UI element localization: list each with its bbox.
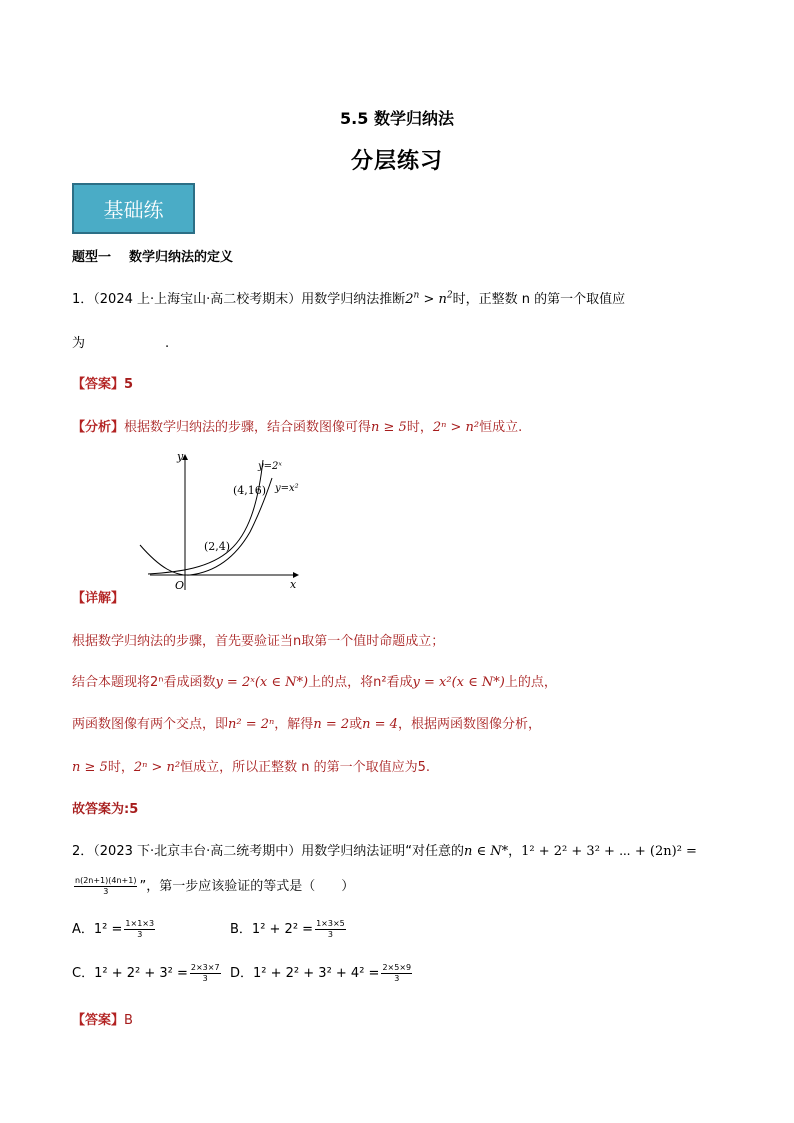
q2-option-B[interactable]: B．1² + 2² = $\frac{1\times 3\times 5}{3}$ (230, 919, 345, 939)
y-axis-label: y (177, 450, 184, 463)
doc-title: 5.5 数学归纳法 (340, 109, 454, 128)
q1-detail-line2: 结合本题现将2ⁿ看成函数y = 2ˣ(x ∈ N*)上的点，将n²看成y = x²(x ∈ N*)上的点， (72, 675, 557, 690)
x-axis-label: x (290, 578, 297, 591)
q1-stem-line2: 为 . (72, 336, 170, 351)
point-2-4-label: (2,4) (204, 540, 231, 553)
q2-fraction: $\frac{n(2n+1)(4n+1)}{3}$ (75, 876, 137, 896)
q2-option-C[interactable]: C．1² + 2² + 3² = $\frac{2\times 3\times 7}{3}$ (72, 963, 220, 983)
q1-stem: 1．（2024 上·上海宝山·高二校考期末）用数学归纳法推断$2^n > n^2$时，正整数 n 的第一个取值应 (72, 290, 626, 307)
q2-stem-line2: $\frac{n(2n+1)(4n+1)}{3}$ ”，第一步应该验证的等式是（ ） (75, 876, 355, 896)
q1-detail-label: 【详解】 (72, 591, 125, 606)
curve-exp-label: y=2ˣ (258, 461, 282, 472)
curve-parabola-label: y=x² (275, 483, 299, 494)
point-4-16-label: (4,16) (233, 484, 267, 497)
level-badge: 基础练 (72, 183, 195, 234)
doc-subtitle: 分层练习 (350, 149, 443, 174)
q2-answer: 【答案】B (72, 1013, 133, 1028)
q2-option-D[interactable]: D．1² + 2² + 3² + 4² = $\frac{2\times 5\times 9}{3}$ (230, 963, 412, 983)
origin-label: O (175, 579, 185, 592)
section-number: 题型一 (72, 250, 112, 265)
q1-detail-line3: 两函数图像有两个交点，即n² = 2ⁿ，解得n = 2或n = 4，根据两函数图像分析， (72, 717, 541, 732)
q1-answer: 【答案】5 (72, 377, 134, 392)
q1-final-answer: 故答案为:5 (72, 802, 139, 817)
q1-detail-line1: 根据数学归纳法的步骤，首先要验证当n取第一个值时命题成立； (72, 634, 445, 649)
q2-stem: 2．（2023 下·北京丰台·高二统考期中）用数学归纳法证明“对任意的n ∈ N*，1² + 2² + 3² + ⋯ + (2n)² = (72, 844, 697, 859)
function-graph (130, 450, 310, 595)
q2-option-A[interactable]: A．1² = $\frac{1\times 1\times 3}{3}$ (72, 919, 155, 939)
section-topic: 数学归纳法的定义 (129, 250, 234, 265)
q1-detail-line4: n ≥ 5时，2ⁿ > n²恒成立，所以正整数 n 的第一个取值应为5. (72, 760, 431, 775)
section-heading (72, 246, 233, 265)
curve-exponential (148, 460, 263, 574)
q1-analysis: 【分析】根据数学归纳法的步骤，结合函数图像可得n ≥ 5时，2ⁿ > n²恒成立. (72, 420, 523, 435)
